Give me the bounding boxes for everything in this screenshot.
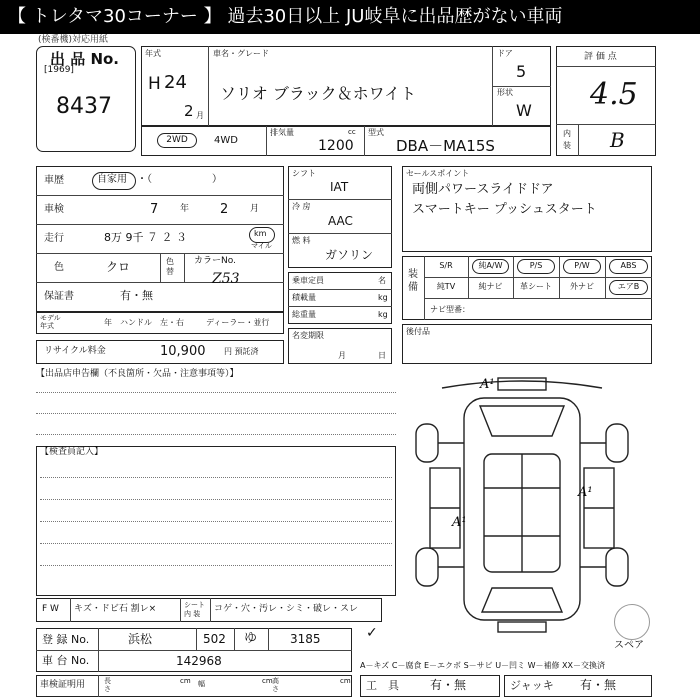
spare-label: スペア xyxy=(614,640,644,651)
cert-height-unit: cm xyxy=(340,677,351,685)
lot-small: [1969] xyxy=(44,65,74,75)
color-label: 色 xyxy=(54,262,64,273)
reg-city: 浜松 xyxy=(128,632,153,646)
equipment-item: エアB xyxy=(617,282,640,291)
load-unit: kg xyxy=(378,293,388,302)
year-month: 2 xyxy=(184,102,194,120)
reg-label: 登 録 No. xyxy=(42,633,90,646)
lot-number: 8437 xyxy=(56,94,112,119)
seller-notes-label: 【出品店申告欄（不良箇所・欠品・注意事項等）】 xyxy=(36,369,239,379)
ac-value: AAC xyxy=(328,214,353,228)
cert-width: 幅 xyxy=(198,680,205,688)
doors-value: 5 xyxy=(516,62,527,81)
chassis-label: 車 台 No. xyxy=(42,654,90,667)
equipment-item: ABS xyxy=(620,261,637,270)
load-label: 積載量 xyxy=(292,293,316,302)
shape-value: W xyxy=(516,101,532,120)
defects-seat: シート内 装 xyxy=(184,601,205,618)
color-code-label: カラーNo. xyxy=(194,256,236,266)
name-label: 車名・グレード xyxy=(213,49,269,58)
shift-value: IAT xyxy=(330,180,349,194)
equipment-item: 純ナビ xyxy=(478,282,503,291)
reg-deadline-label: 名変期限 xyxy=(292,331,324,340)
mileage-unit2: マイル xyxy=(251,242,272,250)
damage-legend: A－キズ C－腐食 E－エクボ S－サビ U－凹ミ W－補修 XX－交換済 xyxy=(360,661,606,670)
defects-fw: F W xyxy=(42,604,59,614)
year-month-unit: 月 xyxy=(196,111,204,120)
color-change-label: 色替 xyxy=(166,257,174,276)
reg-number: 3185 xyxy=(290,632,321,646)
reg-kana: ゆ xyxy=(244,631,258,646)
inspection-year-unit: 年 xyxy=(180,204,190,214)
history-rest: ・（ ） xyxy=(137,174,222,185)
doors-label: ドア xyxy=(497,49,513,58)
inspection-month-unit: 月 xyxy=(250,204,260,214)
inspector-notes-label: 【検査員記入】 xyxy=(40,447,104,457)
model-year-dealer: ディーラー・並行 xyxy=(206,318,270,327)
model-value: DBA－MA15S xyxy=(396,137,495,155)
equipment-item: P/S xyxy=(529,261,543,270)
defects-rest: コゲ・穴・汚レ・シミ・破レ・スレ xyxy=(214,604,359,614)
capacity-label: 乗車定員 xyxy=(292,276,324,285)
reg-deadline-day: 日 xyxy=(378,351,386,360)
cert-height: 高さ xyxy=(272,677,279,693)
capacity-unit: 名 xyxy=(378,276,386,285)
mileage-unit: km xyxy=(254,229,267,238)
equipment-label: 装備 xyxy=(408,269,418,293)
diagram-mark-2: A¹ xyxy=(578,485,593,500)
wheel-front-left xyxy=(416,424,438,462)
model-year-label: モデル年式 xyxy=(40,314,61,330)
year-era: H xyxy=(148,74,161,94)
retrofit-label: 後付品 xyxy=(406,327,430,336)
cert-label: 車検証明用 xyxy=(40,680,86,690)
model-year-unit: 年 xyxy=(104,318,112,327)
retrofit-box xyxy=(402,324,652,364)
car-diagram xyxy=(402,376,642,636)
score-value: 4.5 xyxy=(590,77,638,112)
inspection-month: 2 xyxy=(220,202,229,217)
equipment-item: 外ナビ xyxy=(570,282,594,291)
defects-items: キズ・ドビ石 割レ× xyxy=(74,604,157,614)
model-label: 型式 xyxy=(368,128,384,137)
wheel-rear-right xyxy=(606,548,628,586)
year-value: 24 xyxy=(164,72,187,93)
year-label: 年式 xyxy=(145,49,161,58)
equipment-item: P/W xyxy=(574,261,590,270)
equipment-item: S/R xyxy=(439,261,453,270)
weight-unit: kg xyxy=(378,310,388,319)
tools-value: 有・無 xyxy=(430,678,467,692)
history-label: 車歴 xyxy=(44,175,64,186)
color-code: Z53 xyxy=(212,271,240,287)
interior-label: 内装 xyxy=(563,129,571,150)
shift-label: シフト xyxy=(292,169,316,178)
tools-label: 工 具 xyxy=(366,679,399,692)
mileage-label: 走行 xyxy=(44,233,64,244)
score-label: 評 価 点 xyxy=(584,52,617,62)
displacement-value: 1200 xyxy=(318,138,354,154)
reg-class: 502 xyxy=(203,632,226,646)
recycle-label: リサイクル料金 xyxy=(44,346,106,356)
warranty-value: 有・無 xyxy=(120,289,153,302)
spare-tire-icon xyxy=(614,604,650,640)
weight-label: 総重量 xyxy=(292,310,316,319)
model-year-handle: ハンドル 左・右 xyxy=(120,318,184,327)
recycle-unit: 円 預託済 xyxy=(224,347,259,356)
sales-point-line1: 両側パワースライドドア xyxy=(412,182,554,197)
name-value: ソリオ ブラック＆ホワイト xyxy=(220,84,417,103)
inspection-label: 車検 xyxy=(44,204,64,215)
color-value: クロ xyxy=(106,260,131,274)
diagram-mark-3: A¹ xyxy=(452,515,467,530)
wheel-front-right xyxy=(606,424,628,462)
diagram-mark-1: A¹ xyxy=(480,377,495,392)
recycle-value: 10,900 xyxy=(160,344,206,359)
sales-point-line2: スマートキー プッシュスタート xyxy=(412,202,597,217)
chassis-value: 142968 xyxy=(176,654,222,668)
shape-label: 形状 xyxy=(497,88,513,97)
jack-label: ジャッキ xyxy=(510,679,554,692)
sub-header: (検番機)対応用紙 xyxy=(38,35,109,45)
car-roof-line xyxy=(442,381,602,388)
warranty-label: 保証書 xyxy=(44,291,74,302)
sales-point-label: セールスポイント xyxy=(406,169,470,178)
cert-width-unit: cm xyxy=(262,677,273,685)
reg-deadline-month: 月 xyxy=(338,351,346,360)
displacement-unit: cc xyxy=(348,128,356,136)
jack-value: 有・無 xyxy=(580,678,617,692)
drive-4wd: 4WD xyxy=(214,135,238,146)
wheel-rear-left xyxy=(416,548,438,586)
equipment-item: 革シート xyxy=(520,282,552,291)
cert-length: 長さ xyxy=(104,677,111,693)
displacement-label: 排気量 xyxy=(270,128,294,137)
banner-text: 【 トレタマ30コーナー 】 過去30日以上 JU岐阜に出品歴がない車両 xyxy=(8,6,563,27)
mileage-value: 8万 9千 ７ ２ ３ xyxy=(104,231,187,244)
lot-label: 出 品 No. xyxy=(50,50,120,68)
fuel-value: ガソリン xyxy=(325,248,374,262)
equipment-item: 純TV xyxy=(436,282,456,291)
drive-2wd: 2WD xyxy=(157,133,197,148)
fuel-label: 燃 料 xyxy=(292,236,311,245)
cert-length-unit: cm xyxy=(180,677,191,685)
equipment-item: 純A/W xyxy=(478,261,503,270)
history-selected: 自家用 xyxy=(97,174,127,185)
ac-label: 冷 房 xyxy=(292,202,311,211)
inspection-year: 7 xyxy=(150,202,159,217)
navi-label: ナビ型番： xyxy=(430,305,470,314)
interior-value: B xyxy=(610,128,625,152)
check-mark-icon: ✓ xyxy=(366,625,378,641)
